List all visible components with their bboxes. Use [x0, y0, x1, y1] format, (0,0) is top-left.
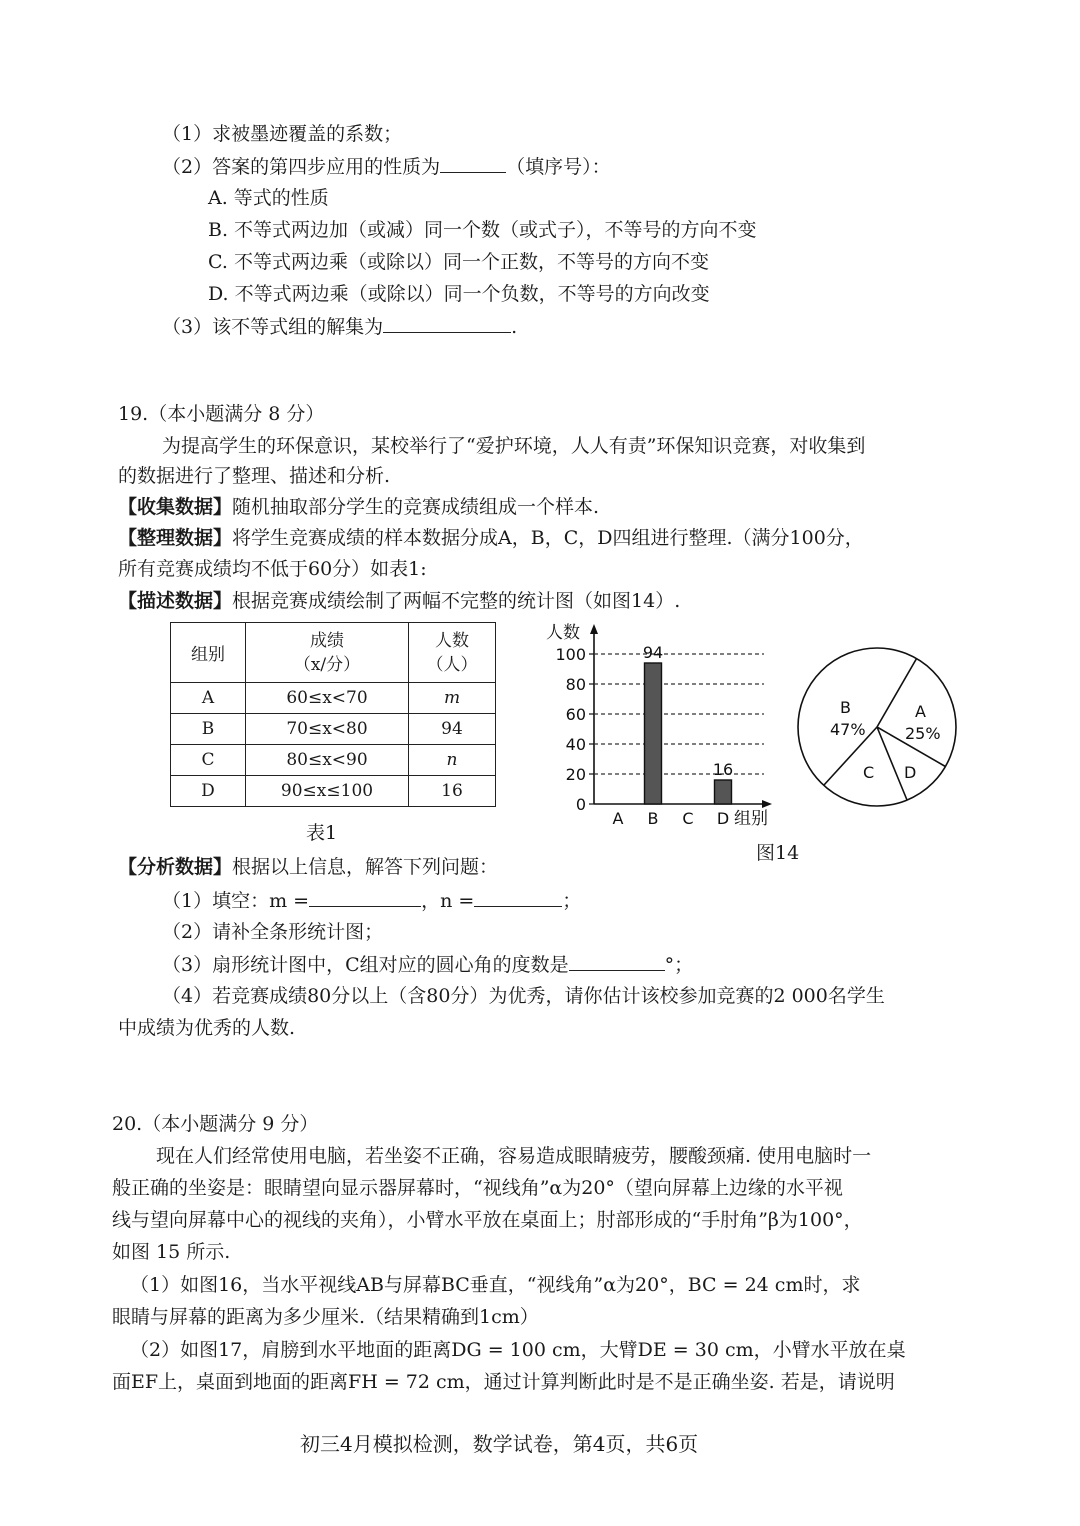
table-row: A 60≤x<70 m — [171, 683, 496, 714]
q19-intro-line2: 的数据进行了整理、描述和分析. — [118, 465, 391, 487]
q19-sub4-line2: 中成绩为优秀的人数. — [118, 1017, 296, 1039]
q19-sub2: （2）请补全条形统计图； — [162, 921, 384, 943]
bar — [715, 780, 732, 804]
table-header-group: 组别 — [171, 623, 246, 683]
pie-divider — [877, 659, 917, 727]
pie-label-b: B — [840, 698, 851, 717]
table-header-score: 成绩 （x/分） — [246, 623, 409, 683]
q18-option-d: D. 不等式两边乘（或除以）同一个负数，不等号的方向改变 — [208, 283, 710, 305]
pie-chart — [794, 644, 960, 810]
q18-option-a: A. 等式的性质 — [208, 187, 329, 209]
pie-divider — [877, 727, 907, 800]
x-tick-label: D — [716, 809, 730, 828]
q18-part1: （1）求被墨迹覆盖的系数； — [162, 123, 403, 145]
y-tick-label: 0 — [575, 795, 586, 814]
q20-line5: （1）如图16，当水平视线AB与屏幕BC垂直，“视线角”α为20°，BC = 24 cm时，求 — [130, 1274, 861, 1296]
answer-blank[interactable] — [440, 154, 506, 173]
q19-sub4-line1: （4）若竞赛成绩80分以上（含80分）为优秀，请你估计该校参加竞赛的2 000名学生 — [162, 985, 885, 1007]
q18-part3: （3）该不等式组的解集为 . — [162, 316, 518, 338]
page-footer: 初三4月模拟检测，数学试卷，第4页，共6页 — [300, 1432, 699, 1456]
pie-label-a: A — [915, 702, 926, 721]
q19-intro-line1: 为提高学生的环保意识，某校举行了“爱护环境，人人有责”环保知识竞赛，对收集到 — [162, 435, 866, 457]
y-tick-label: 60 — [565, 705, 586, 724]
q19-heading: 19.（本小题满分 8 分） — [118, 403, 325, 425]
q18-part2: （2）答案的第四步应用的性质为 （填序号）： — [162, 156, 611, 178]
table-row: C 80≤x<90 n — [171, 745, 496, 776]
q19-collect: 【收集数据】随机抽取部分学生的竞赛成绩组成一个样本. — [118, 496, 600, 518]
q20-line4: 如图 15 所示. — [112, 1241, 231, 1263]
y-tick-label: 100 — [555, 645, 586, 664]
q19-sub3: （3）扇形统计图中，C组对应的圆心角的度数是 °； — [162, 954, 694, 976]
q20-heading: 20.（本小题满分 9 分） — [112, 1113, 319, 1135]
x-axis-arrow — [762, 800, 772, 808]
q20-line6: 眼睛与屏幕的距离为多少厘米.（结果精确到1cm） — [112, 1306, 539, 1328]
q20-line1: 现在人们经常使用电脑，若坐姿不正确，容易造成眼睛疲劳，腰酸颈痛. 使用电脑时一 — [156, 1145, 872, 1167]
pie-label-c: C — [863, 763, 875, 782]
q19-organize: 【整理数据】将学生竞赛成绩的样本数据分成A，B，C，D四组进行整理.（满分100分， — [118, 527, 864, 549]
bar — [645, 663, 662, 804]
q19-describe: 【描述数据】根据竞赛成绩绘制了两幅不完整的统计图（如图14）. — [118, 590, 681, 612]
y-tick-label: 20 — [565, 765, 586, 784]
pie-percent-a: 25% — [905, 724, 941, 743]
answer-blank-angle[interactable] — [569, 952, 665, 971]
q18-option-c: C. 不等式两边乘（或除以）同一个正数，不等号的方向不变 — [208, 251, 709, 273]
q20-line7: （2）如图17，肩膀到水平地面的距离DG = 100 cm，大臂DE = 30 cm，小臂水平放在桌 — [130, 1339, 906, 1361]
pie-percent-b: 47% — [830, 720, 866, 739]
q19-organize-line2: 所有竞赛成绩均不低于60分）如表1: — [118, 558, 427, 580]
table-header-count: 人数 （人） — [409, 623, 496, 683]
q18-option-b: B. 不等式两边加（或减）同一个数（或式子），不等号的方向不变 — [208, 219, 757, 241]
bar-data-label: 94 — [642, 643, 664, 662]
q20-line2: 般正确的坐姿是：眼睛望向显示器屏幕时，“视线角”α为20°（望向屏幕上边缘的水平视 — [112, 1177, 843, 1199]
table-row: B 70≤x<80 94 — [171, 714, 496, 745]
score-table — [170, 622, 496, 807]
pie-label-d: D — [904, 763, 917, 782]
y-tick-label: 40 — [565, 735, 586, 754]
y-axis-label: 人数 — [546, 623, 580, 643]
q20-line3: 线与望向屏幕中心的视线的夹角），小臂水平放在桌面上；肘部形成的“手肘角”β为100°， — [112, 1209, 863, 1231]
answer-blank-m[interactable] — [309, 888, 421, 907]
q20-line8: 面EF上，桌面到地面的距离FH = 72 cm，通过计算判断此时是不是正确坐姿. 若是，请说明 — [112, 1371, 895, 1393]
table-row: D 90≤x≤100 16 — [171, 776, 496, 807]
x-tick-label: C — [682, 809, 694, 828]
bar-chart — [540, 618, 780, 838]
y-tick-label: 80 — [565, 675, 586, 694]
y-axis-arrow — [590, 624, 598, 634]
table-caption: 表1 — [306, 822, 338, 844]
q19-analyze: 【分析数据】根据以上信息，解答下列问题： — [118, 856, 499, 878]
x-axis-label: 组别 — [734, 809, 768, 829]
bar-data-label: 16 — [712, 760, 734, 779]
answer-blank-n[interactable] — [474, 888, 562, 907]
x-tick-label: B — [647, 809, 659, 828]
q19-sub1: （1）填空：m = ，n = ； — [162, 890, 582, 912]
x-tick-label: A — [612, 809, 624, 828]
figure-caption: 图14 — [756, 842, 800, 864]
answer-blank[interactable] — [383, 314, 511, 333]
